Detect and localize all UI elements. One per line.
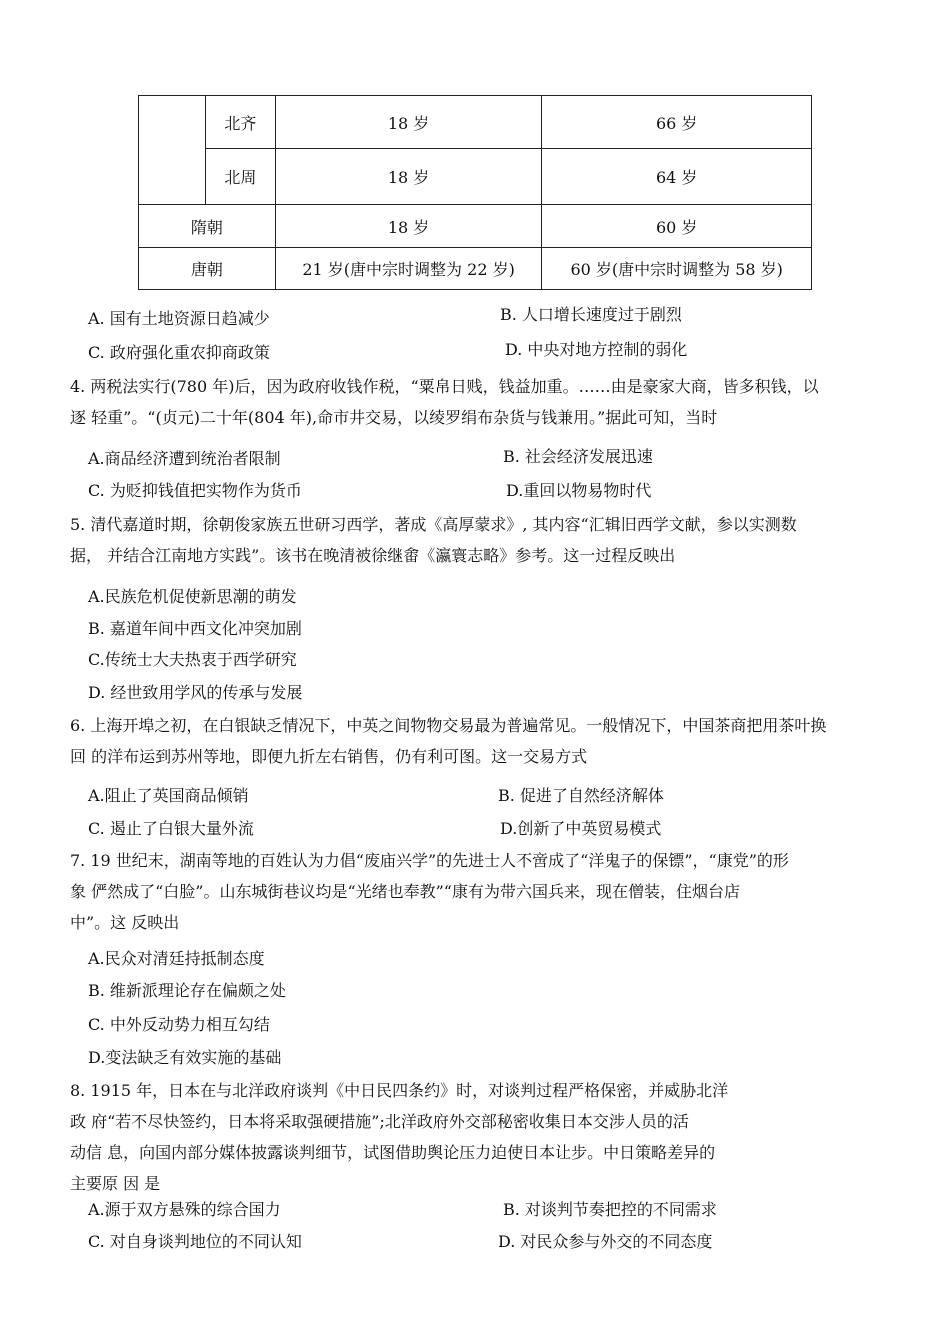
q8-option-a[interactable]: A.源于双方悬殊的综合国力	[88, 1200, 281, 1219]
q7-option-c[interactable]: C. 中外反动势力相互勾结	[88, 1015, 270, 1034]
q4-option-a[interactable]: A.商品经济遭到统治者限制	[88, 449, 281, 468]
question-4-line: 4. 两税法实行(780 年)后，因为政府收钱作税，“粟帛日贱，钱益加重。……由是豪家大商，皆多积钱，以	[70, 377, 819, 396]
q4-option-d[interactable]: D.重回以物易物时代	[506, 481, 652, 500]
question-8-line: 主要原 因 是	[70, 1174, 161, 1193]
q8-option-b[interactable]: B. 对谈判节奏把控的不同需求	[503, 1200, 717, 1219]
table-row	[139, 248, 812, 290]
table-blank-cell	[139, 96, 206, 205]
dynasty-cell: 北周	[205, 149, 275, 205]
q4-option-c[interactable]: C. 为贬抑钱值把实物作为货币	[88, 481, 302, 500]
end-age-cell: 60 岁	[542, 205, 812, 248]
age-table	[138, 95, 812, 290]
question-5-line: 据， 并结合江南地方实践”。该书在晚清被徐继畬《瀛寰志略》参考。这一过程反映出	[70, 546, 676, 565]
start-age-cell: 21 岁(唐中宗时调整为 22 岁)	[275, 248, 542, 290]
q8-option-d[interactable]: D. 对民众参与外交的不同态度	[498, 1232, 713, 1251]
q7-option-a[interactable]: A.民众对清廷持抵制态度	[88, 949, 265, 968]
question-4-line: 逐 轻重”。“(贞元)二十年(804 年),命市井交易，以绫罗绢布杂货与钱兼用。”据此可知，当时	[70, 408, 718, 427]
question-7-line: 象 俨然成了“白脸”。山东城街巷议均是“光绪也奉教”“康有为带六国兵来，现在僧装，住烟台店	[70, 882, 740, 901]
question-7-line: 7. 19 世纪末，湖南等地的百姓认为力倡“废庙兴学”的先进士人不啻成了“洋鬼子的保镖”，“康党”的形	[70, 851, 789, 870]
question-8-line: 政 府“若不尽快签约，日本将采取强硬措施”;北洋政府外交部秘密收集日本交涉人员的活	[70, 1112, 689, 1131]
q5-option-a[interactable]: A.民族危机促使新思潮的萌发	[88, 587, 297, 606]
start-age-cell: 18 岁	[275, 96, 542, 149]
q3-option-a[interactable]: A. 国有土地资源日趋减少	[88, 309, 270, 328]
q6-option-a[interactable]: A.阻止了英国商品倾销	[88, 786, 249, 805]
start-age-cell: 18 岁	[275, 149, 542, 205]
question-5-stem	[70, 509, 870, 571]
q7-option-b[interactable]: B. 维新派理论存在偏颇之处	[88, 981, 286, 1000]
q6-option-c[interactable]: C. 遏止了白银大量外流	[88, 819, 254, 838]
end-age-cell: 66 岁	[542, 96, 812, 149]
end-age-cell: 60 岁(唐中宗时调整为 58 岁)	[542, 248, 812, 290]
table-row	[139, 96, 812, 149]
question-6-line: 6. 上海开埠之初，在白银缺乏情况下，中英之间物物交易最为普遍常见。一般情况下，中国茶商把用茶叶换	[70, 716, 827, 735]
end-age-cell: 64 岁	[542, 149, 812, 205]
q3-option-b[interactable]: B. 人口增长速度过于剧烈	[500, 305, 682, 324]
q6-option-d[interactable]: D.创新了中英贸易模式	[500, 819, 662, 838]
table-row	[139, 149, 812, 205]
q7-option-d[interactable]: D.变法缺乏有效实施的基础	[88, 1048, 282, 1067]
dynasty-cell: 隋朝	[139, 205, 276, 248]
q6-option-b[interactable]: B. 促进了自然经济解体	[498, 786, 664, 805]
question-8-line: 8. 1915 年，日本在与北洋政府谈判《中日民四条约》时，对谈判过程严格保密，并威胁北洋	[70, 1081, 729, 1100]
question-6-stem	[70, 710, 870, 772]
q3-option-d[interactable]: D. 中央对地方控制的弱化	[505, 340, 688, 359]
question-4-stem	[70, 371, 870, 433]
question-8-stem	[70, 1075, 870, 1199]
question-7-line: 中”。这 反映出	[70, 913, 180, 932]
q4-option-b[interactable]: B. 社会经济发展迅速	[503, 447, 653, 466]
dynasty-cell: 唐朝	[139, 248, 276, 290]
q5-option-b[interactable]: B. 嘉道年间中西文化冲突加剧	[88, 619, 302, 638]
question-6-line: 回 的洋布运到苏州等地，即便九折左右销售，仍有利可图。这一交易方式	[70, 747, 588, 766]
start-age-cell: 18 岁	[275, 205, 542, 248]
q5-option-d[interactable]: D. 经世致用学风的传承与发展	[88, 683, 303, 702]
q3-option-c[interactable]: C. 政府强化重农抑商政策	[88, 343, 270, 362]
q5-option-c[interactable]: C.传统士大夫热衷于西学研究	[88, 650, 297, 669]
table-row	[139, 205, 812, 248]
question-5-line: 5. 清代嘉道时期，徐朝俊家族五世研习西学，著成《高厚蒙求》, 其内容“汇辑旧西学文献，参以实测数	[70, 515, 797, 534]
question-7-stem	[70, 845, 870, 938]
question-8-line: 动信 息，向国内部分媒体披露谈判细节，试图借助舆论压力迫使日本让步。中日策略差异的	[70, 1143, 716, 1162]
dynasty-cell: 北齐	[205, 96, 275, 149]
q8-option-c[interactable]: C. 对自身谈判地位的不同认知	[88, 1232, 302, 1251]
